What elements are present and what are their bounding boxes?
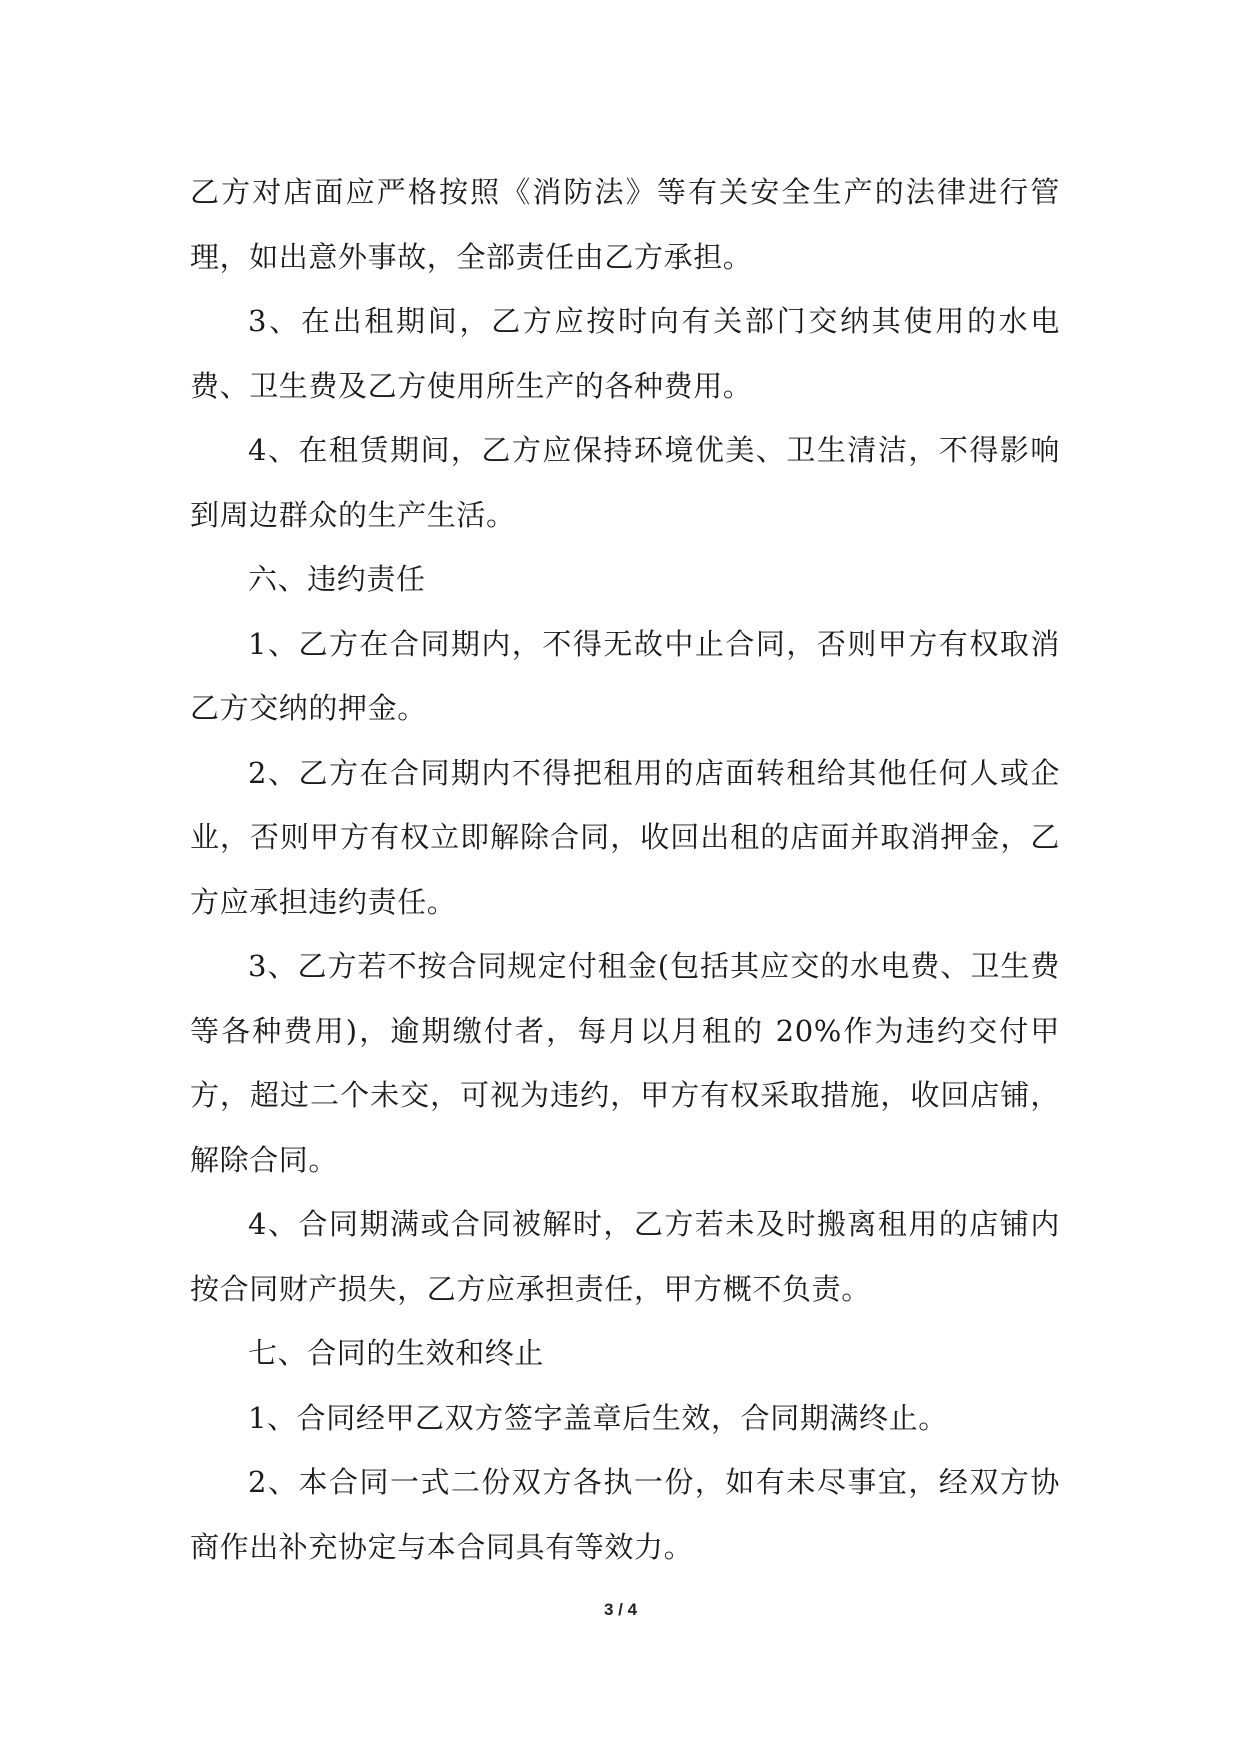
document-body [190, 160, 1060, 1579]
paragraph-clause-6-4: 4、合同期满或合同被解时，乙方若未及时搬离租用的店铺内按合同财产损失，乙方应承担责任，甲方概不负责。 [190, 1207, 1060, 1306]
page-number: 3 / 4 [603, 1600, 638, 1619]
paragraph-clause-5-4: 4、在租赁期间，乙方应保持环境优美、卫生清洁，不得影响到周边群众的生产生活。 [190, 433, 1060, 532]
paragraph-clause-6-3: 3、乙方若不按合同规定付租金(包括其应交的水电费、卫生费等各种费用)，逾期缴付者，每月以月租的 20%作为违约交付甲方，超过二个未交，可视为违约，甲方有权采取措施，收回店铺，解除合同。 [190, 949, 1060, 1177]
paragraph-clause-6-1: 1、乙方在合同期内，不得无故中止合同，否则甲方有权取消乙方交纳的押金。 [190, 626, 1060, 725]
section-heading-effect: 七、合同的生效和终止 [248, 1336, 545, 1370]
section-heading-breach: 六、违约责任 [248, 562, 426, 596]
paragraph-clause-6-2: 2、乙方在合同期内不得把租用的店面转租给其他任何人或企业，否则甲方有权立即解除合同，收回出租的店面并取消押金，乙方应承担违约责任。 [190, 755, 1060, 919]
paragraph-clause-7-1: 1、合同经甲乙双方签字盖章后生效，合同期满终止。 [248, 1400, 948, 1435]
paragraph-clause-7-2: 2、本合同一式二份双方各执一份，如有未尽事宜，经双方协商作出补充协定与本合同具有等效力。 [190, 1465, 1060, 1564]
paragraph-fire-safety: 乙方对店面应严格按照《消防法》等有关安全生产的法律进行管理，如出意外事故，全部责任由乙方承担。 [190, 175, 1060, 274]
paragraph-clause-5-3: 3、在出租期间，乙方应按时向有关部门交纳其使用的水电费、卫生费及乙方使用所生产的各种费用。 [190, 304, 1060, 403]
